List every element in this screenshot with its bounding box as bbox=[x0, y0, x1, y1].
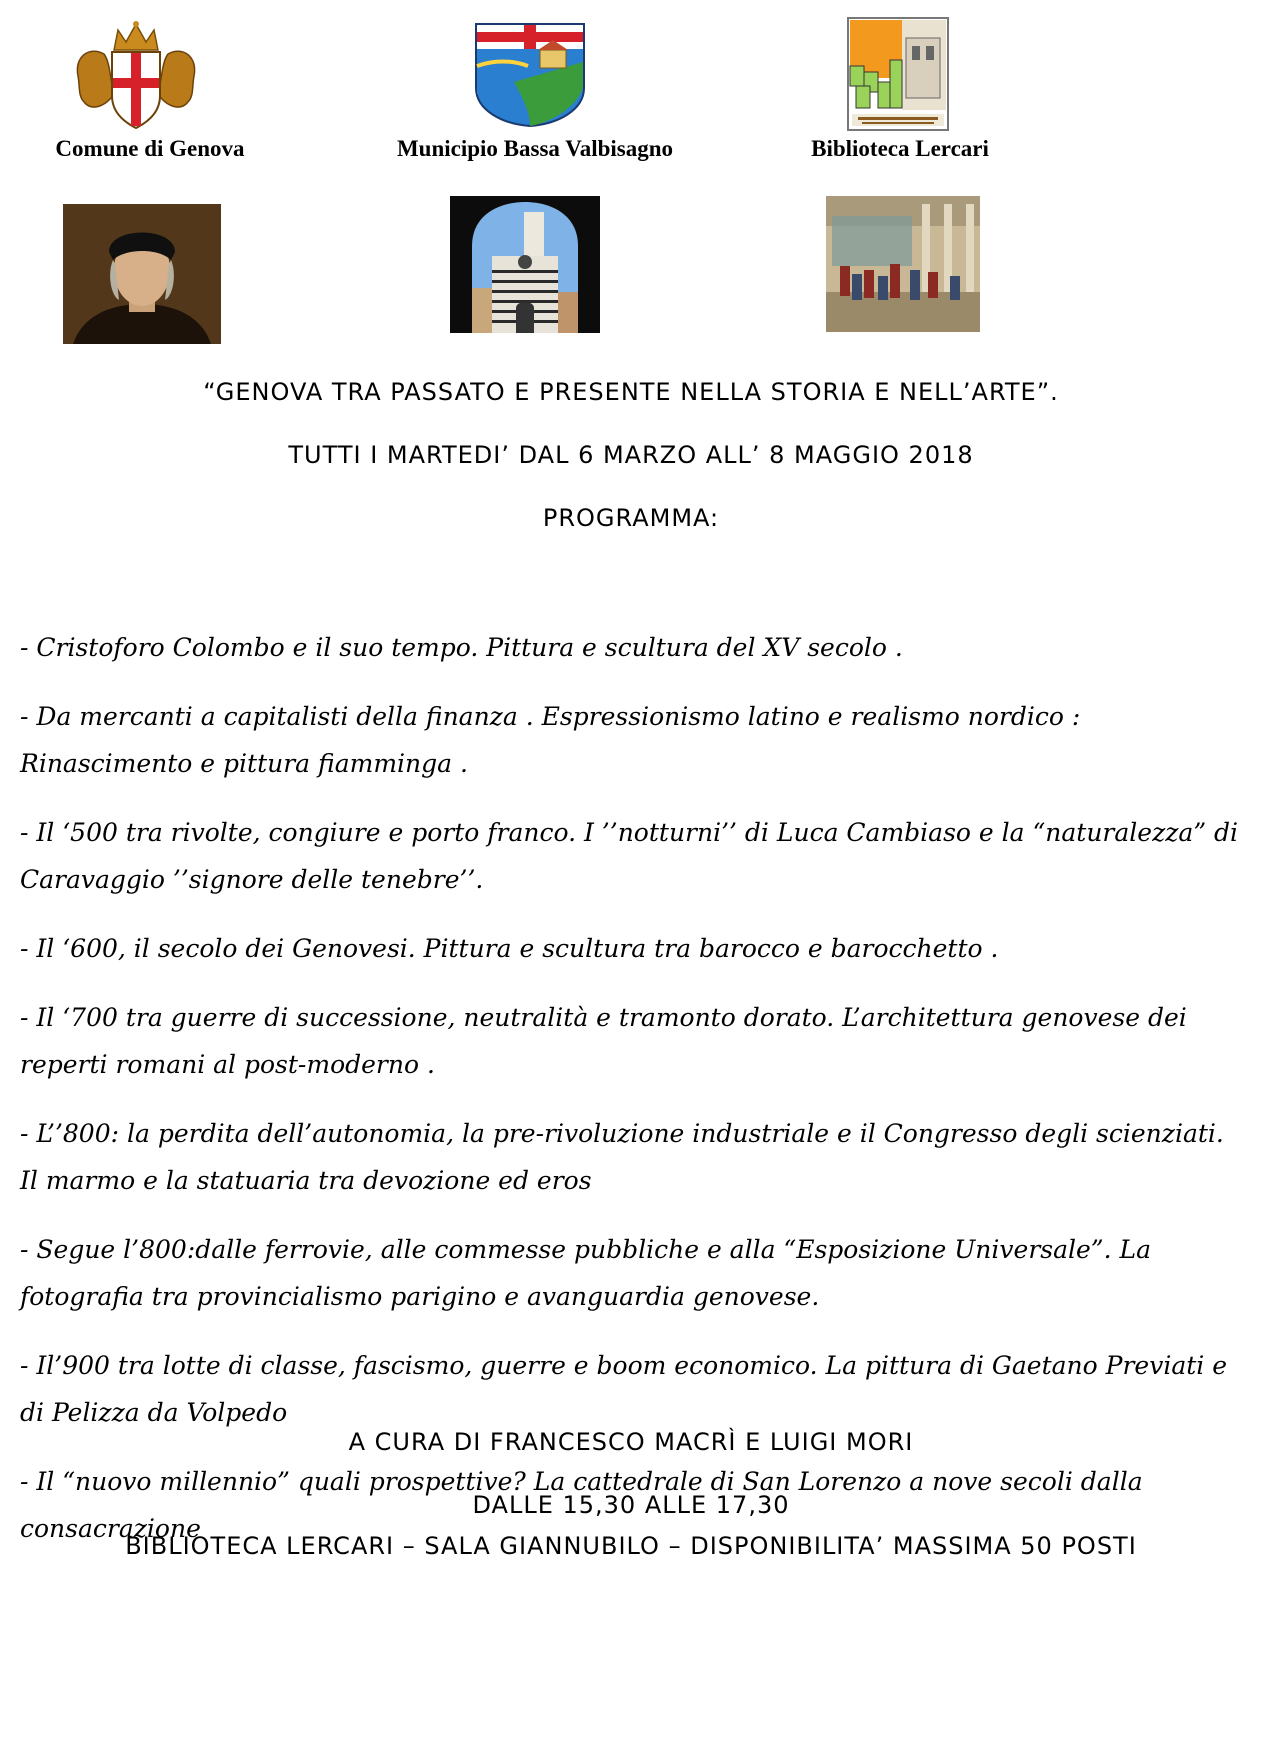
curators-line: A CURA DI FRANCESCO MACRÌ E LUIGI MORI bbox=[348, 1428, 914, 1456]
logo-caption-valbisagno: Municipio Bassa Valbisagno bbox=[396, 136, 674, 161]
genova-coat-of-arms-icon bbox=[70, 16, 202, 134]
venue-line: BIBLIOTECA LERCARI – SALA GIANNUBILO – DISPONIBILITA’ MASSIMA 50 POSTI bbox=[125, 1532, 1137, 1560]
valbisagno-shield-icon bbox=[474, 22, 586, 128]
program-item-900: - Il’900 tra lotte di classe, fascismo, guerre e boom economico. La pittura di Gaetano Previati e di Pelizza da Volpedo bbox=[20, 1351, 1228, 1427]
event-dates: TUTTI I MARTEDI’ DAL 6 MARZO ALL’ 8 MAGGIO 2018 bbox=[288, 441, 974, 469]
program-item-700: - Il ‘700 tra guerre di successione, neutralità e tramonto dorato. L’architettura genovese dei reperti romani al post-moderno . bbox=[20, 1003, 1187, 1079]
program-item-colombo: - Cristoforo Colombo e il suo tempo. Pittura e scultura del XV secolo . bbox=[20, 633, 903, 662]
logo-caption-lercari: Biblioteca Lercari bbox=[811, 136, 989, 161]
columbus-portrait-image bbox=[63, 204, 221, 344]
program-item-800: - L’’800: la perdita dell’autonomia, la pre-rivoluzione industriale e il Congresso degli scienziati. Il marmo e la statuaria tra devozione ed eros bbox=[20, 1119, 1224, 1195]
event-title: “GENOVA TRA PASSATO E PRESENTE NELLA STORIA E NELL’ARTE”. bbox=[203, 378, 1059, 406]
time-line: DALLE 15,30 ALLE 17,30 bbox=[472, 1491, 790, 1519]
biblioteca-lercari-logo-icon bbox=[846, 16, 950, 132]
fresco-painting-image bbox=[826, 196, 980, 332]
program-heading: PROGRAMMA: bbox=[542, 504, 720, 532]
program-item-mercanti: - Da mercanti a capitalisti della finanza . Espressionismo latino e realismo nordico : Rinascimento e pittura fiamminga . bbox=[20, 702, 1081, 778]
logo-caption-genova: Comune di Genova bbox=[55, 136, 245, 161]
program-item-500: - Il ‘500 tra rivolte, congiure e porto franco. I ’’notturni’’ di Luca Cambiaso e la “naturalezza” di Caravaggio ’’signore delle tenebre’’. bbox=[20, 818, 1239, 894]
program-item-segue-800: - Segue l’800:dalle ferrovie, alle commesse pubbliche e alla “Esposizione Universale”. La fotografia tra provincialismo parigino e avanguardia genovese. bbox=[20, 1235, 1151, 1311]
program-item-millennio: - Il “nuovo millennio” quali prospettive? La cattedrale di San Lorenzo a nove secoli dalla consacrazione bbox=[20, 1467, 1143, 1543]
cathedral-san-lorenzo-image bbox=[450, 196, 600, 333]
program-item-600: - Il ‘600, il secolo dei Genovesi. Pittura e scultura tra barocco e barocchetto . bbox=[20, 934, 999, 963]
